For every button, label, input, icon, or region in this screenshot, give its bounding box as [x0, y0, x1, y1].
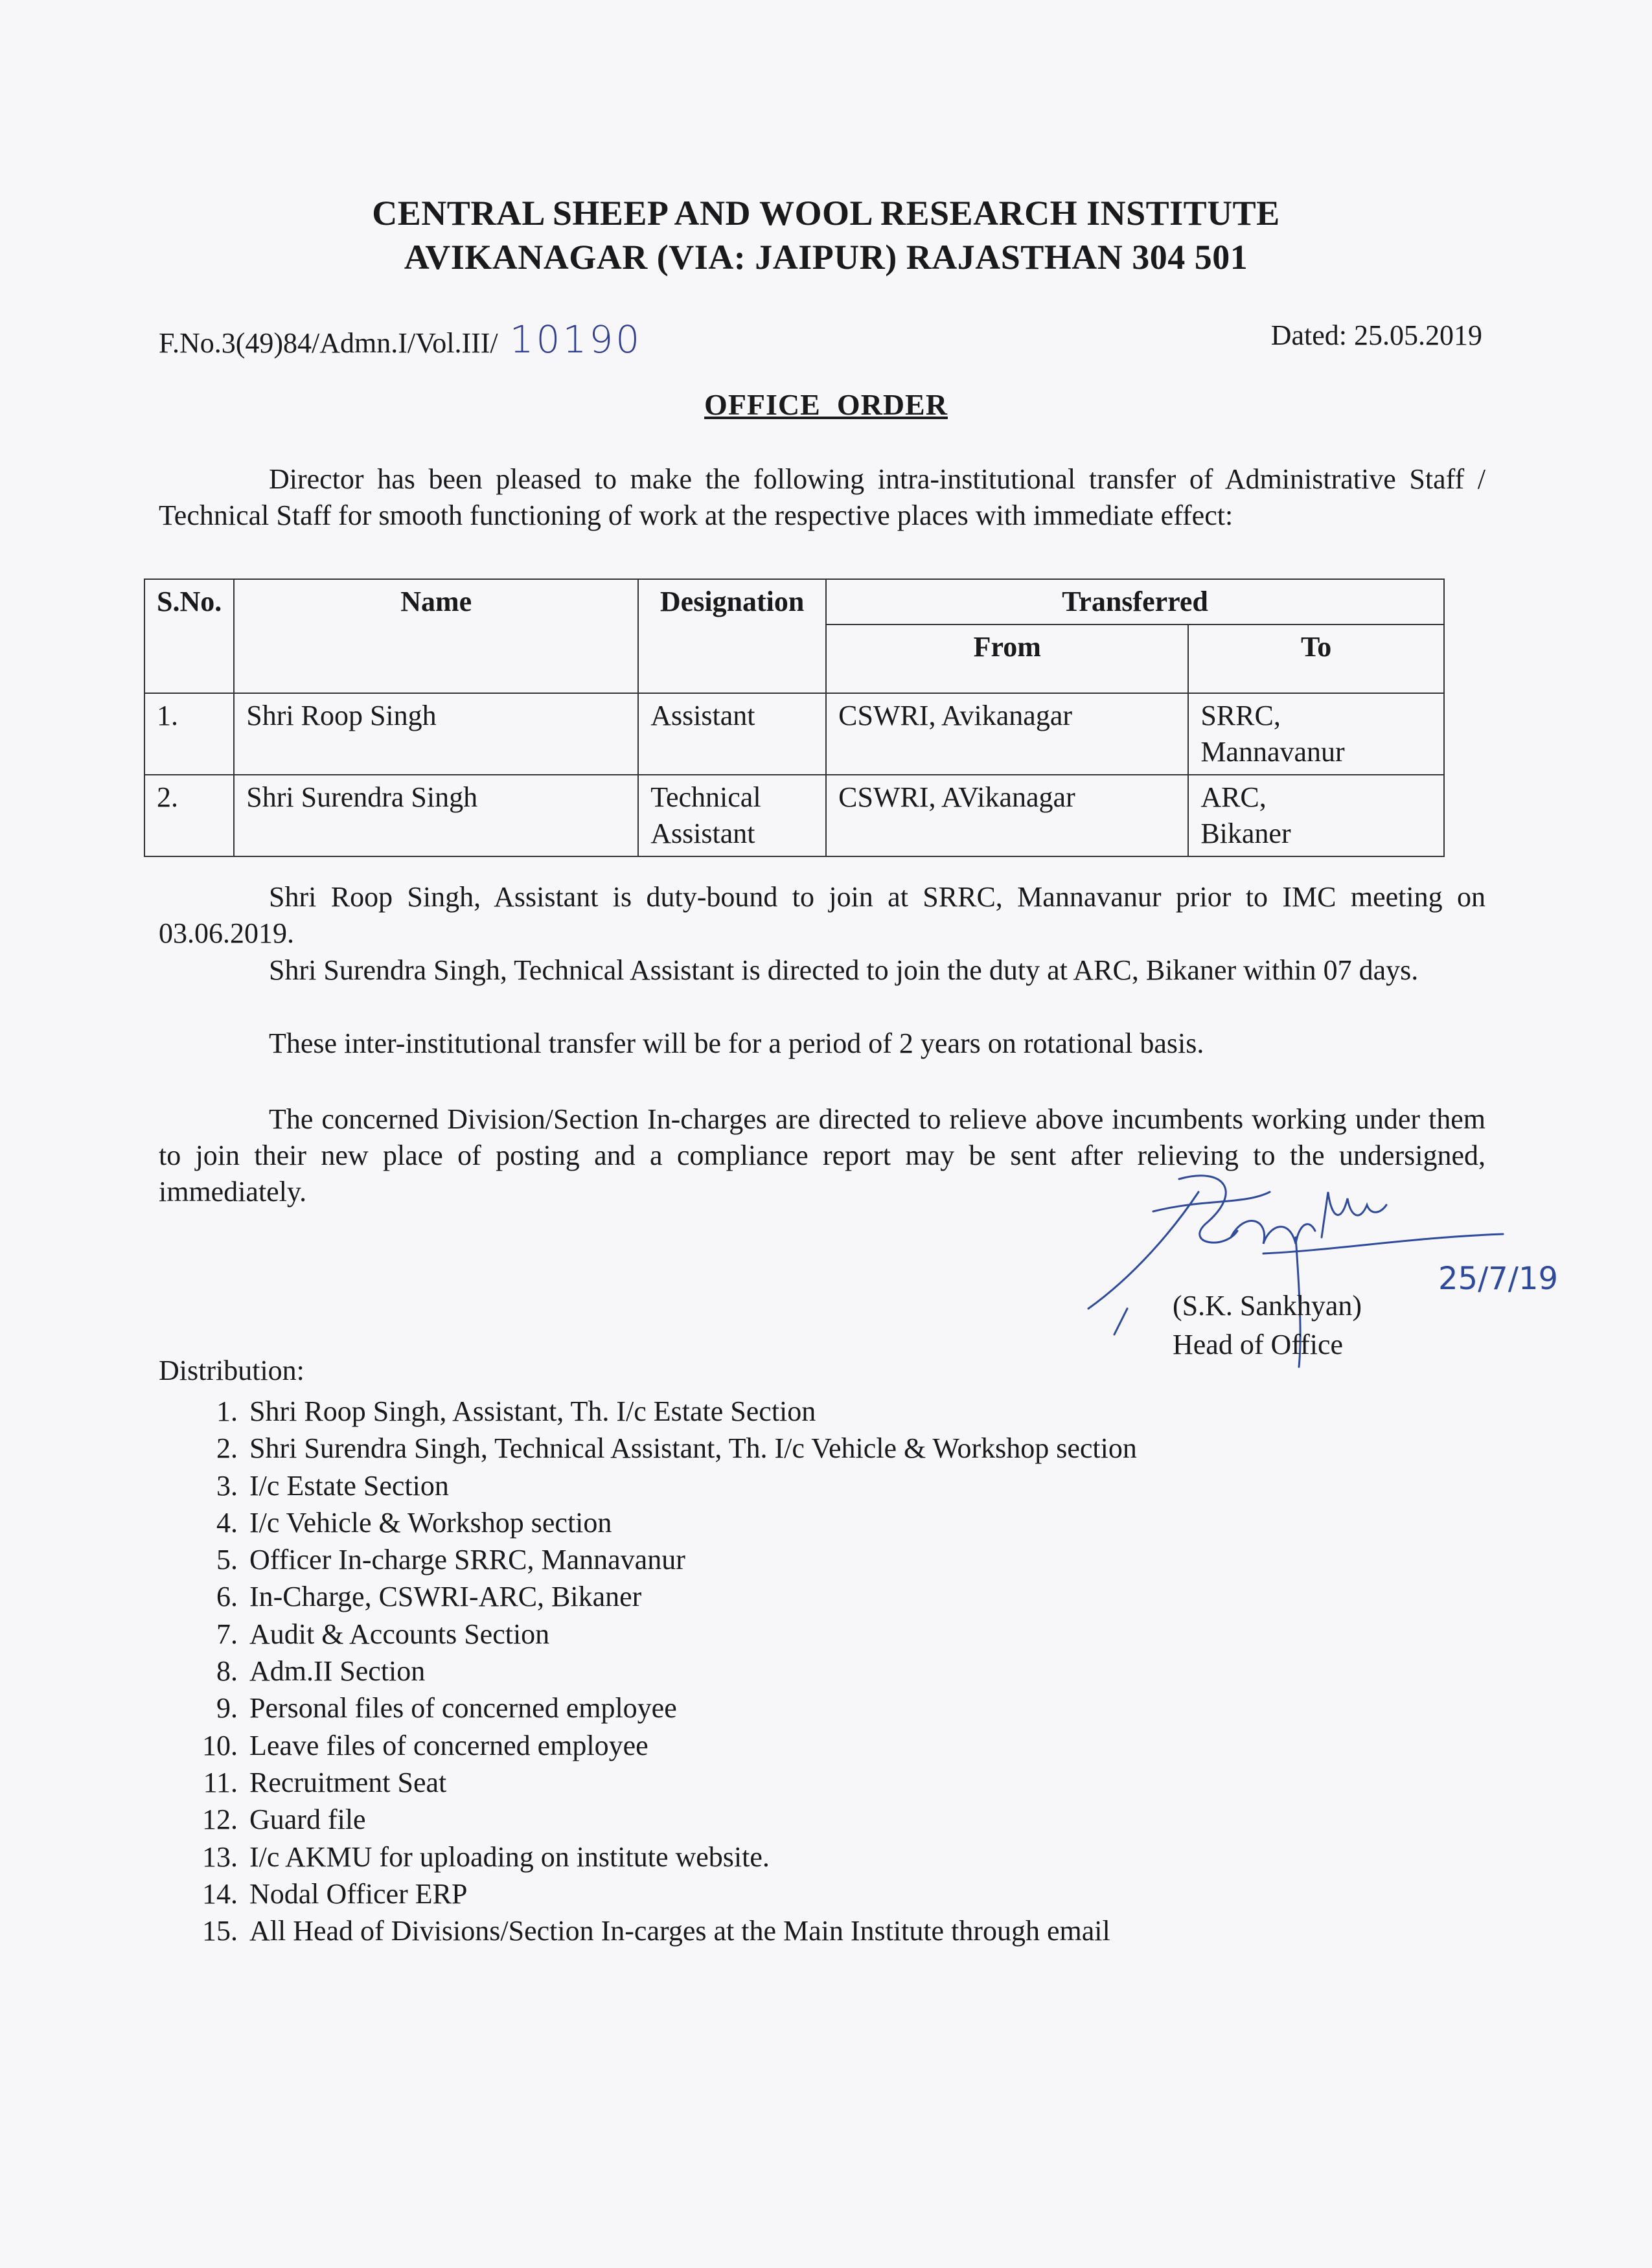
list-item: 12. Guard file [202, 1804, 366, 1836]
list-item: 6. In-Charge, CSWRI-ARC, Bikaner [216, 1581, 642, 1613]
cell-designation: Technical Assistant [638, 775, 826, 856]
list-item: 15. All Head of Divisions/Section In-carges at the Main Institute through email [202, 1915, 1110, 1947]
cell-name: Shri Roop Singh [234, 693, 638, 775]
list-item: 3. I/c Estate Section [216, 1469, 449, 1502]
list-item: 4. I/c Vehicle & Workshop section [216, 1506, 612, 1539]
list-item: 1. Shri Roop Singh, Assistant, Th. I/c Estate Section [216, 1395, 816, 1427]
cell-sno: 1. [144, 693, 234, 775]
header-designation: Designation [638, 579, 826, 693]
list-item: 13. I/c AKMU for uploading on institute website. [202, 1840, 770, 1873]
list-item: 7. Audit & Accounts Section [216, 1618, 550, 1650]
file-number [159, 317, 642, 361]
cell-from: CSWRI, AVikanagar [826, 775, 1188, 856]
paragraph-surendra-singh: Shri Surendra Singh, Technical Assistant is directed to join the duty at ARC, Bikaner within 07 days. [269, 954, 1419, 986]
institute-address: AVIKANAGAR (VIA: JAIPUR) RAJASTHAN 304 501 [404, 238, 1248, 277]
table-row [144, 775, 1444, 856]
intro-paragraph: Director has been pleased to make the following intra-institutional transfer of Administrative Staff / Technical Staff for smooth functioning of work at the respective places with immediate effect: [159, 463, 1486, 531]
file-number-handwritten: 10190 [509, 317, 643, 361]
header-sno: S.No. [144, 579, 234, 693]
transfer-table [144, 578, 1445, 857]
paragraph-relieve: The concerned Division/Section In-charges are directed to relieve above incumbents working under them to join their new place of posting and a compliance report may be sent after relieving to the undersigned, immediately. [159, 1103, 1486, 1208]
paragraph-period: These inter-institutional transfer will be for a period of 2 years on rotational basis. [269, 1027, 1204, 1059]
list-item: 14. Nodal Officer ERP [202, 1877, 468, 1910]
cell-sno: 2. [144, 775, 234, 856]
list-item: 9. Personal files of concerned employee [216, 1692, 677, 1724]
cell-designation: Assistant [638, 693, 826, 775]
cell-to: ARC, Bikaner [1188, 775, 1444, 856]
order-date: Dated: 25.05.2019 [1270, 319, 1482, 351]
list-item: 2. Shri Surendra Singh, Technical Assistant, Th. I/c Vehicle & Workshop section [216, 1432, 1137, 1465]
signatory-designation: Head of Office [1173, 1329, 1344, 1360]
header-transferred: Transferred [826, 579, 1444, 624]
distribution-list [159, 1393, 1137, 1949]
cell-to: SRRC, Mannavanur [1188, 693, 1444, 775]
list-item: 11. Recruitment Seat [203, 1766, 447, 1798]
cell-name: Shri Surendra Singh [234, 775, 638, 856]
table-row [144, 693, 1444, 775]
list-item: 10. Leave files of concerned employee [202, 1729, 648, 1761]
signatory-name: (S.K. Sankhyan) [1173, 1290, 1362, 1322]
distribution-heading: Distribution: [159, 1355, 304, 1386]
header-from: From [826, 624, 1188, 693]
list-item: 8. Adm.II Section [216, 1655, 426, 1688]
cell-from: CSWRI, Avikanagar [826, 693, 1188, 775]
paragraph-roop-singh: Shri Roop Singh, Assistant is duty-bound to join at SRRC, Mannavanur prior to IMC meeting on 03.06.2019. [159, 881, 1486, 949]
header-to: To [1188, 624, 1444, 693]
institute-name: CENTRAL SHEEP AND WOOL RESEARCH INSTITUTE [372, 194, 1280, 233]
list-item: 5. Officer In-charge SRRC, Mannavanur [216, 1544, 685, 1576]
file-number-text: F.No.3(49)84/Admn.I/Vol.III/ [159, 327, 498, 359]
table-header-row [144, 579, 1444, 624]
document-title: OFFICE ORDER [704, 388, 948, 421]
header-name: Name [234, 579, 638, 693]
signature-date: 25/7/19 [1438, 1261, 1559, 1297]
